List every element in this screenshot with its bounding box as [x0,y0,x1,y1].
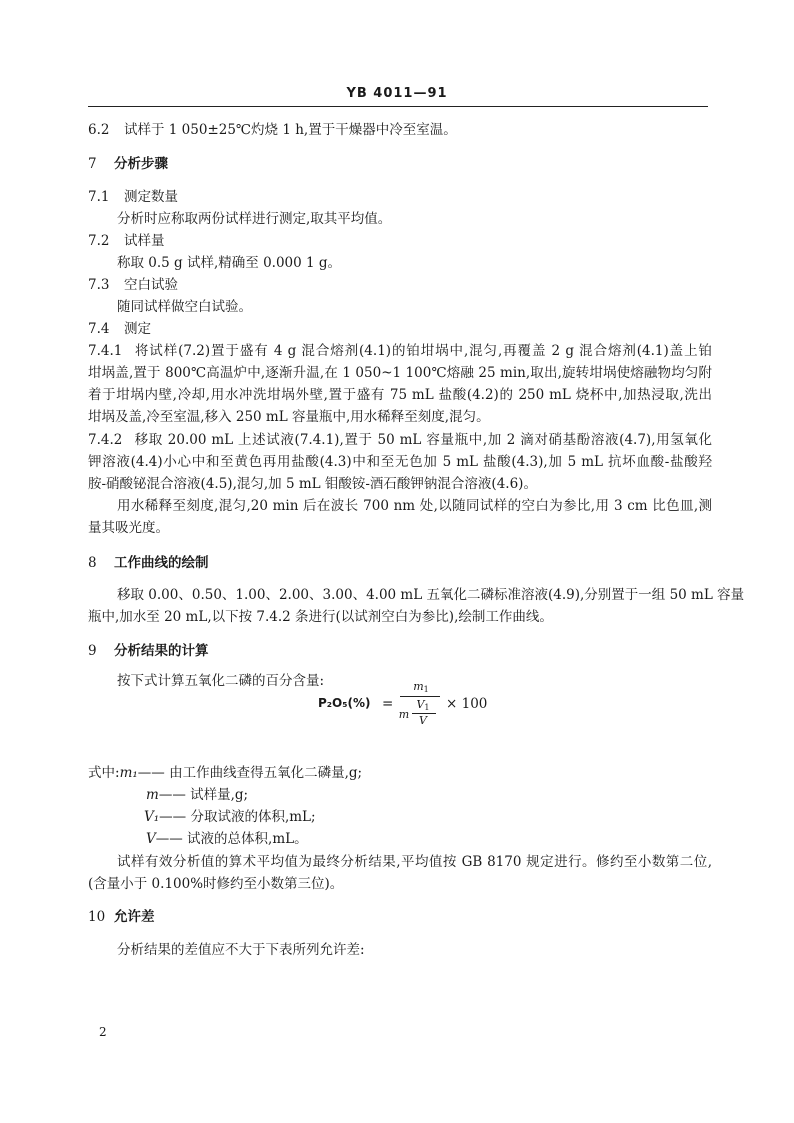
clause-title: 试样量 [124,233,165,249]
formula-denominator-m: m [398,708,410,721]
where-line-m1 [88,764,712,782]
header-rule [88,106,708,107]
formula-numerator: $m_1$ [413,680,429,694]
section-title: 分析步骤 [114,156,168,172]
formula-sub-denominator: V [419,714,427,727]
clause-text: 试样于 1 050±25℃灼烧 1 h,置于干燥器中冷至室温。 [124,122,457,138]
clause-title: 空白试验 [124,277,178,293]
paragraph-line: 用水稀释至刻度,混匀,20 min 后在波长 700 nm 处,以随同试样的空白为参比,用 3 cm 比色皿,测 [117,498,712,514]
p2o5-formula [318,680,538,730]
paragraph-line: 移取 20.00 mL 上述试液(7.4.1),置于 50 mL 容量瓶中,加 2 滴对硝基酚溶液(4.7),用氢氧化 [134,432,712,448]
formula-equals: = [382,696,394,712]
section-number: 9 [88,643,97,659]
clause-7-1-title [88,188,712,206]
clause-number: 6.2 [88,122,110,138]
clause-7-2-title [88,232,712,250]
section-9-heading [88,642,712,660]
formula-lhs: P₂O₅(%) [318,696,371,710]
symbol: V [146,831,156,847]
paragraph-line: 将试样(7.2)置于盛有 4 g 混合熔剂(4.1)的铂坩埚中,混匀,再覆盖 2 g 混合熔剂(4.1)盖上铂 [134,343,712,359]
clause-7-4-2-line-1 [88,431,712,449]
clause-number: 7.2 [88,233,110,249]
section-8-heading [88,554,712,572]
clause-title: 测定数量 [124,189,178,205]
paragraph-line: 钾溶液(4.4)小心中和至黄色再用盐酸(4.3)中和至无色加 5 mL 盐酸(4.3),加 5 mL 抗坏血酸-盐酸羟 [88,454,712,470]
formula-sub-numerator: $V_1$ [416,698,430,712]
main-fraction-bar [400,696,440,697]
paragraph-line: 坩埚盖,置于 800℃高温炉中,逐渐升温,在 1 050~1 100℃熔融 25 min,取出,旋转坩埚使熔融物均匀附 [88,365,712,381]
paragraph-line: 着于坩埚内壁,冷却,用水冲洗坩埚外壁,置于盛有 75 mL 盐酸(4.2)的 250 mL 烧杯中,加热浸取,洗出 [88,387,712,403]
section-title: 工作曲线的绘制 [114,555,209,571]
clause-6-2 [88,121,712,139]
symbol: m [146,787,159,803]
clause-number: 7.1 [88,189,110,205]
paragraph-line: (含量小于 0.100%时修约至小数第三位)。 [88,876,344,892]
paragraph-line: 量其吸光度。 [88,520,169,536]
clause-number: 7.4.2 [88,432,123,448]
section-7-heading [88,155,712,173]
section-number: 10 [88,909,106,925]
clause-10-text: 分析结果的差值应不大于下表所列允许差: [117,942,365,958]
section-title: 允许差 [114,909,155,925]
section-number: 7 [88,156,97,172]
paragraph-line: 瓶中,加水至 20 mL,以下按 7.4.2 条进行(以试剂空白为参比),绘制工作曲线。 [88,609,553,625]
paragraph-line: 坩埚及盖,冷至室温,移入 250 mL 容量瓶中,用水稀释至刻度,混匀。 [88,409,490,425]
section-number: 8 [88,555,97,571]
clause-number: 7.4 [88,321,110,337]
where-line-v [146,830,646,848]
symbol-desc: —— 试液的总体积,mL。 [155,831,308,847]
clause-7-4-1-line-1 [88,342,712,360]
paragraph-line: 胺-硝酸铋混合溶液(4.5),混匀,加 5 mL 钼酸铵-酒石酸钾钠混合溶液(4.6)。 [88,476,537,492]
paragraph-line: 试样有效分析值的算术平均值为最终分析结果,平均值按 GB 8170 规定进行。修约至小数第二位, [117,854,712,870]
clause-title: 测定 [124,321,151,337]
formula-intro: 按下式计算五氧化二磷的百分含量: [117,673,325,689]
clause-7-1-text: 分析时应称取两份试样进行测定,取其平均值。 [117,211,392,227]
symbol-desc: —— 试样量,g; [158,787,249,803]
symbol: m₁ [119,765,138,781]
formula-times-100: × 100 [446,696,488,712]
symbol: V₁ [144,809,160,825]
standard-code-header: YB 4011—91 [346,86,448,101]
clause-number: 7.3 [88,277,110,293]
section-title: 分析结果的计算 [114,643,209,659]
where-line-m [146,786,646,804]
clause-number: 7.4.1 [88,343,123,359]
symbol-desc: —— 分取试液的体积,mL; [159,809,316,825]
clause-7-2-text: 称取 0.5 g 试样,精确至 0.000 1 g。 [117,255,342,271]
where-prefix: 式中: [88,765,120,781]
paragraph-line: 移取 0.00、0.50、1.00、2.00、3.00、4.00 mL 五氧化二磷标准溶液(4.9),分别置于一组 50 mL 容量 [117,587,745,603]
where-line-v1 [144,808,644,826]
clause-7-4-title [88,320,712,338]
page-number: 2 [99,1025,107,1039]
section-10-heading [88,908,712,926]
clause-7-3-title [88,276,712,294]
symbol-desc: —— 由工作曲线查得五氧化二磷量,g; [137,765,363,781]
clause-7-3-text: 随同试样做空白试验。 [117,299,252,315]
